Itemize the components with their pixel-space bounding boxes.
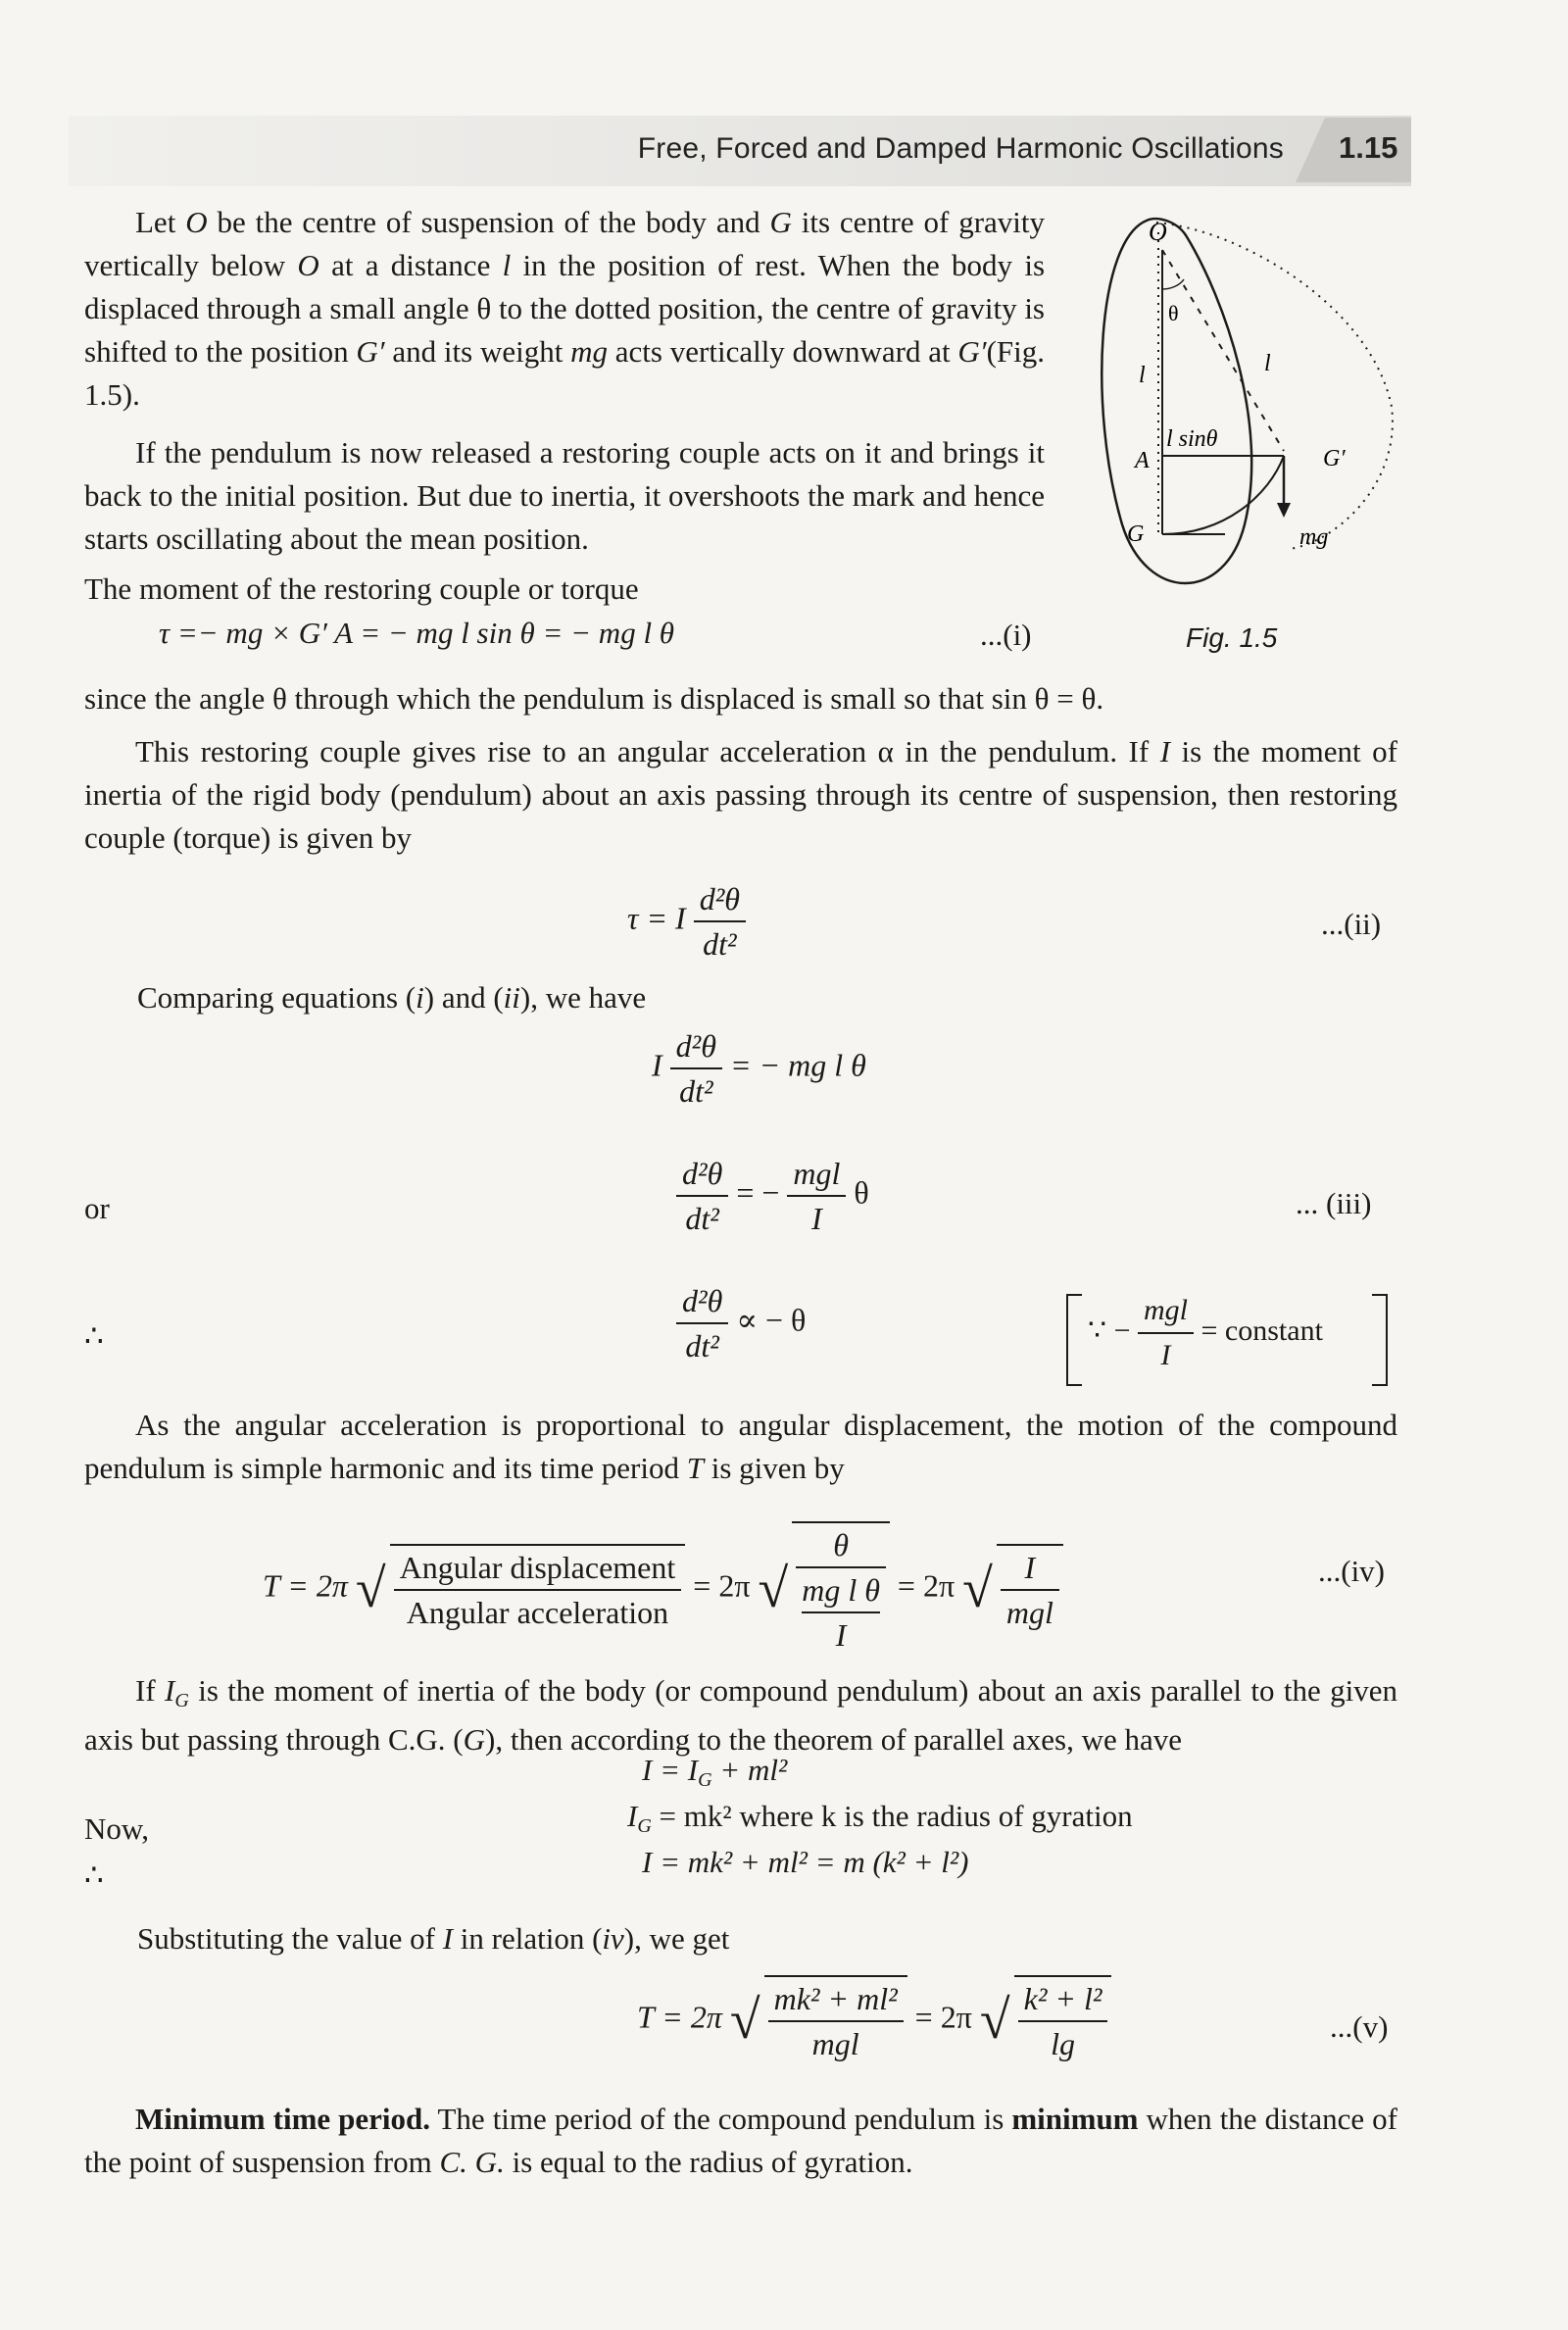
equation-i: τ =− mg × G′ A = − mg l sin θ = − mg l θ [159, 616, 675, 650]
fig-label-G: G [1127, 521, 1145, 547]
fig-label-Gprime: G′ [1323, 446, 1346, 471]
fig-label-theta: θ [1168, 301, 1179, 325]
paragraph-1: Let O be the centre of suspension of the body and G its centre of gravity vertically below O at a distance l in the position of rest. When the body is displaced through a small angle θ to the dotted position, the centre of gravity is shifted to the position G′ and its weight mg acts vertically downward at G′(Fig. 1.5). [84, 205, 1046, 412]
bracket-right [1372, 1294, 1388, 1386]
equation-number-v: ...(v) [1330, 2009, 1389, 2044]
fig-label-mg: mg [1299, 524, 1329, 550]
paragraph-6: Comparing equations (i) and (ii), we have [137, 980, 647, 1015]
paragraph-10: Minimum time period. The time period of the compound pendulum is minimum when the distance of the point of suspension from C. G. is equal to the radius of gyration. [84, 2102, 1397, 2179]
fig-label-lsin: l sinθ [1166, 426, 1218, 452]
fig-label-O: O [1149, 218, 1167, 246]
label-therefore-1: ∴ [84, 1318, 104, 1353]
label-now: Now, [84, 1811, 150, 1846]
equation-ii: τ = I $\frac{\text{d²θ}}{\text{dt²}}$ [627, 877, 746, 966]
bracket-left [1066, 1294, 1082, 1386]
label-or: or [84, 1191, 110, 1225]
figure-compound-pendulum [1078, 211, 1411, 613]
equation-ig: $I_G = mk^2$ where k is the radius of gyration [627, 1799, 1133, 1837]
equation-comparison: I $\frac{\text{d²θ}}{\text{dt²}}$ = − mg l θ [652, 1024, 866, 1113]
equation-parallel-axes: $I = I_G + ml^2$ [642, 1753, 788, 1791]
equation-iv: T = 2π √ $\frac{\text{Angular displacement}}{\text{Angular acceleration}}$ = 2π √ θ mg l θ I = 2π √ $\frac{I}{\text{mgl}}$ [263, 1521, 1063, 1657]
paragraph-7: As the angular acceleration is proportional to angular displacement, the motion of the compound pendulum is simple harmonic and its time period T is given by [84, 1408, 1397, 1485]
paragraph-4: since the angle θ through which the pendulum is displaced is small so that sin θ = θ. [84, 681, 1104, 716]
paragraph-9: Substituting the value of I in relation (iv), we get [137, 1921, 730, 1956]
paragraph-5: This restoring couple gives rise to an angular acceleration α in the pendulum. If I is the moment of inertia of the rigid body (pendulum) about an axis passing through its centre of suspension, then restoring couple (torque) is given by [84, 734, 1397, 855]
fig-label-l-right: l [1264, 351, 1271, 376]
constant-note: ∵ − $\frac{\text{mgl}}{I}$ = constant [1088, 1289, 1323, 1377]
equation-number-iv: ...(iv) [1318, 1554, 1386, 1588]
equation-number-i: ...(i) [980, 618, 1032, 652]
figure-caption: Fig. 1.5 [1186, 622, 1278, 653]
equation-proportional: $\frac{\text{d²θ}}{\text{dt²}}$ ∝ − θ [676, 1279, 806, 1367]
fig-label-A: A [1135, 448, 1150, 473]
equation-v: T = 2π √ $\frac{\text{mk² + ml²}}{\text{mgl}}$ = 2π √ $\frac{\text{k² + l²}}{\lg}$ [637, 1975, 1111, 2065]
fig-label-l-left: l [1139, 363, 1146, 388]
equation-iii: $\frac{\text{d²θ}}{\text{dt²}}$ = − $\frac{\text{mgl}}{I}$ θ [676, 1152, 869, 1240]
running-title: Free, Forced and Damped Harmonic Oscillations [637, 132, 1284, 165]
page-number: 1.15 [1339, 130, 1398, 165]
paragraph-2: If the pendulum is now released a restoring couple acts on it and brings it back to the initial position. But due to inertia, it overshoots the mark and hence starts oscillating about the mean position. [84, 435, 1045, 556]
equation-number-iii: ... (iii) [1296, 1186, 1372, 1220]
equation-number-ii: ...(ii) [1321, 907, 1382, 941]
label-therefore-2: ∴ [84, 1858, 104, 1892]
paragraph-3: The moment of the restoring couple or torque [84, 571, 639, 606]
paragraph-8: If $I_G$ is the moment of inertia of the body (or compound pendulum) about an axis parallel to the given axis but passing through C.G. (G), then according to the theorem of parallel axes, we have [84, 1673, 1397, 1757]
equation-i-total: I = mk² + ml² = m (k² + l²) [642, 1845, 969, 1879]
